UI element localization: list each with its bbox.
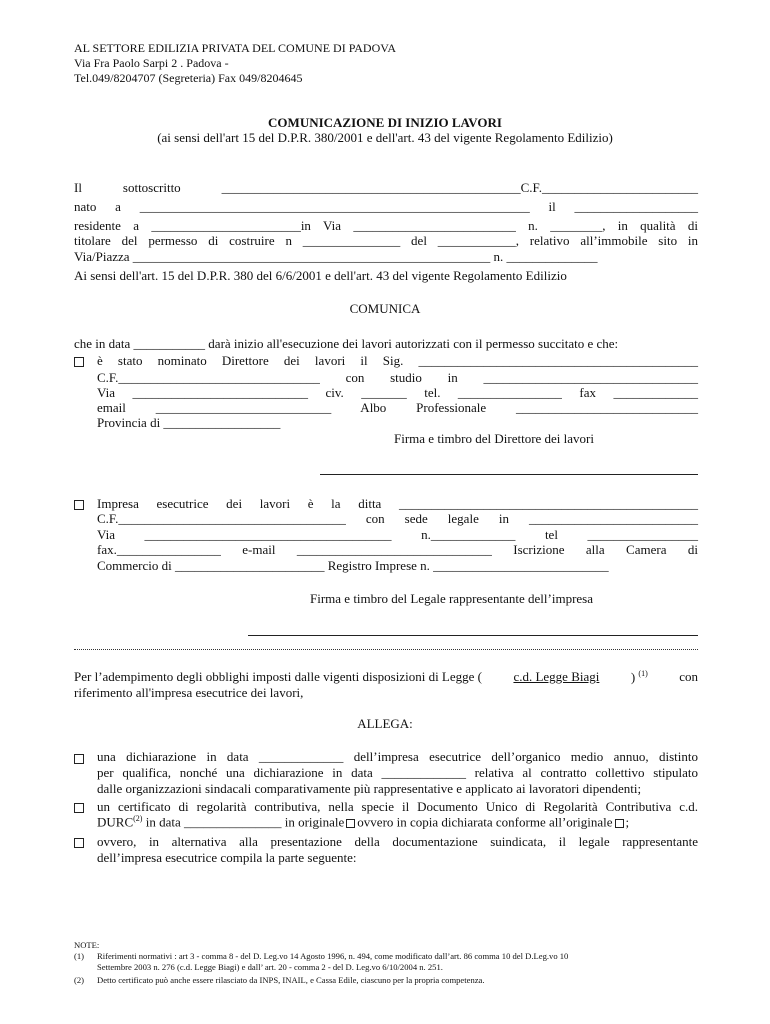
note-1-number: (1) xyxy=(74,951,85,961)
company-line-1: Impresa esecutrice dei lavori è la ditta ______________________________________________ xyxy=(97,496,698,511)
director-line-1: è stato nominato Direttore dei lavori il Sig. ___________________________________________ xyxy=(97,353,698,368)
comunica-heading: COMUNICA xyxy=(349,301,421,316)
biagi-text-a: Per l’adempimento degli obblighi imposti dalle vigenti disposizioni di Legge ( xyxy=(74,669,482,684)
biagi-line-1 xyxy=(74,669,698,685)
biagi-text-c: con xyxy=(679,669,698,684)
document-subtitle: (ai sensi dell'art 15 del D.P.R. 380/2001 e dell'art. 43 del vigente Regolamento Edilizio) xyxy=(157,130,613,145)
attachment-3-checkbox[interactable] xyxy=(74,838,84,848)
company-line-4: fax.________________ e-mail ______________________________ Iscrizione alla Camera di xyxy=(97,542,698,557)
original-checkbox[interactable] xyxy=(346,819,355,828)
attachment-3-line-2: dell’impresa esecutrice compila la parte seguente: xyxy=(97,850,357,865)
intro-line-5: Via/Piazza _______________________________________________________ n. ______________ xyxy=(74,249,598,264)
office-name: AL SETTORE EDILIZIA PRIVATA DEL COMUNE DI PADOVA xyxy=(74,41,397,55)
note-2-number: (2) xyxy=(74,975,85,985)
director-signature-line[interactable] xyxy=(320,474,698,475)
note-2-line-1: Detto certificato può anche essere rilasciato da INPS, INAIL, e Cassa Edile, ciascuno per la propria competenza. xyxy=(97,975,485,985)
attachment-1-line-1: una dichiarazione in data _____________ dell’impresa esecutrice dell’organico medio annuo, distinto xyxy=(97,749,698,764)
director-line-3: Via ___________________________ civ. _______ tel. ________________ fax _____________ xyxy=(97,385,698,400)
intro-line-1: Il sottoscritto ______________________________________________C.F.________________________ xyxy=(74,180,698,195)
company-line-2: C.F.___________________________________ con sede legale in __________________________ xyxy=(97,511,698,526)
allega-heading: ALLEGA: xyxy=(357,716,413,731)
intro-line-2: nato a ____________________________________________________________ il ___________________ xyxy=(74,199,698,214)
intro-line-6: Ai sensi dell'art. 15 del D.P.R. 380 del 6/6/2001 e dell'art. 43 del vigente Regolamento Edilizio xyxy=(74,268,567,283)
note-1-line-1: Riferimenti normativi : art 3 - comma 8 - del D. Leg.vo 14 Agosto 1996, n. 494, come modificato dall’art. 86 comma 10 del D.Leg.vo 10 xyxy=(97,951,569,961)
attachment-2-line-1: un certificato di regolarità contributiva, nella specie il Documento Unico di Regolarità Contributiva c.d. xyxy=(97,799,698,814)
intro-line-4: titolare del permesso di costruire n _______________ del ____________, relativo all’immobile sito in xyxy=(74,233,698,248)
note-1-line-2: Settembre 2003 n. 276 (c.d. Legge Biagi) e dall’ art. 20 - comma 2 - del D. Leg.vo 6/10/2004 n. 251. xyxy=(97,962,443,972)
section-divider xyxy=(74,649,698,650)
biagi-law-name: c.d. Legge Biagi xyxy=(513,669,600,684)
intro-line-3: residente a _______________________in Via _________________________ n. ________, in qualità di xyxy=(74,218,698,233)
biagi-text-b: ) $^{(1)}$ xyxy=(630,669,648,685)
company-checkbox[interactable] xyxy=(74,500,84,510)
attachment-1-line-2: per qualifica, nonché una dichiarazione in data _____________ relativa al contratto collettivo stipulato xyxy=(97,765,698,780)
director-line-4: email ___________________________ Albo Professionale ____________________________ xyxy=(97,400,698,415)
attachment-3-line-1: ovvero, in alternativa alla presentazione della documentazione suindicata, il legale rappresentante xyxy=(97,834,698,849)
director-signature-label: Firma e timbro del Direttore dei lavori xyxy=(394,431,594,446)
director-checkbox[interactable] xyxy=(74,357,84,367)
director-line-5: Provincia di __________________ xyxy=(97,415,281,430)
company-line-3: Via ______________________________________ n._____________ tel _________________ xyxy=(97,527,698,542)
attachment-1-checkbox[interactable] xyxy=(74,754,84,764)
notes-title: NOTE: xyxy=(74,940,100,950)
biagi-line-2: riferimento all'impresa esecutrice dei lavori, xyxy=(74,685,304,700)
document-title: COMUNICAZIONE DI INIZIO LAVORI xyxy=(268,115,502,130)
attachment-2-line-2: DURC$^{(2)}$ in data _______________ in originale ovvero in copia dichiarata conforme all’originale ; xyxy=(97,814,630,830)
director-line-2: C.F._______________________________ con studio in _________________________________ xyxy=(97,370,698,385)
office-address: Via Fra Paolo Sarpi 2 . Padova - xyxy=(74,56,229,70)
office-phone: Tel.049/8204707 (Segreteria) Fax 049/8204645 xyxy=(74,71,303,85)
copy-checkbox[interactable] xyxy=(615,819,624,828)
attachment-2-checkbox[interactable] xyxy=(74,803,84,813)
company-signature-label: Firma e timbro del Legale rappresentante dell’impresa xyxy=(310,591,593,606)
comunica-text: che in data ___________ darà inizio all'esecuzione dei lavori autorizzati con il permesso succitato e che: xyxy=(74,336,619,351)
company-line-5: Commercio di _______________________ Registro Imprese n. ___________________________ xyxy=(97,558,609,573)
company-signature-line[interactable] xyxy=(248,635,698,636)
attachment-1-line-3: dalle organizzazioni sindacali comparativamente più rappresentative e applicato ai lavoratori dipendenti; xyxy=(97,781,642,796)
